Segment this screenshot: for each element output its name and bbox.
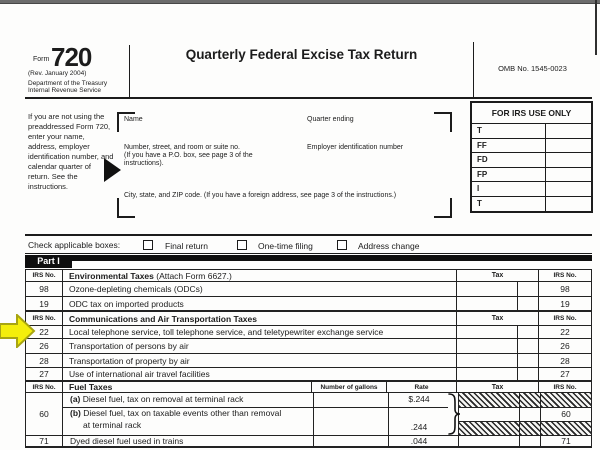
highlight-arrow-icon [0, 314, 36, 348]
irs-use-col-divider [545, 168, 546, 182]
env-section-header-row [26, 270, 591, 282]
scan-top-bar [0, 0, 600, 4]
row-71-desc: Dyed diesel fuel used in trains [70, 436, 184, 446]
form-number: 720 [51, 42, 92, 72]
row-a-text: Diesel fuel, tax on removal at terminal rack [82, 394, 244, 404]
irs-label: Internal Revenue Service [28, 87, 101, 94]
irs-no-left: 71 [39, 436, 49, 446]
comm-section-header-row [26, 311, 591, 326]
fuel-section-body [25, 393, 592, 448]
one-time-filing-checkbox[interactable] [237, 240, 247, 250]
grid-line [62, 393, 63, 446]
final-return-label: Final return [165, 241, 208, 251]
form-revision: (Rev. January 2004) [28, 70, 87, 77]
env-title-suffix: (Attach Form 6627.) [153, 271, 232, 281]
name-box-corner-tr [434, 112, 452, 132]
irs-use-col-divider [545, 197, 546, 212]
shaded-cell [459, 393, 519, 407]
one-time-filing-label: One-time filing [258, 241, 313, 251]
name-box-corner-bl [117, 198, 135, 218]
irs-no-col-header: IRS No. [26, 270, 63, 281]
part1-tax-table [25, 269, 592, 381]
grid-line [313, 393, 314, 446]
row-desc: Transportation of persons by air [63, 339, 457, 353]
irs-no-right: 60 [561, 409, 571, 419]
check-boxes-label: Check applicable boxes: [28, 240, 121, 250]
irs-use-row-fp [472, 168, 591, 183]
irs-no-left: 26 [26, 339, 63, 353]
irs-use-row-label: FP [477, 169, 488, 179]
irs-use-row-t2 [472, 197, 591, 212]
irs-no-left: 60 [39, 409, 49, 419]
irs-use-row-label: FF [477, 140, 487, 150]
final-return-checkbox[interactable] [143, 240, 153, 250]
address-change-label: Address change [358, 241, 420, 251]
check-row-bottom-rule [25, 253, 592, 254]
irs-use-only-title: FOR IRS USE ONLY [472, 103, 591, 124]
tax-cents-cell[interactable] [518, 282, 539, 296]
shaded-cell [520, 421, 540, 435]
irs-no-left: 19 [26, 297, 63, 310]
fuel-row-b-desc2: at terminal rack [83, 420, 142, 430]
tax-col-header: Tax [457, 382, 539, 392]
irs-no-right: 71 [561, 436, 571, 446]
irs-no-right: 22 [560, 327, 570, 337]
shaded-cell [541, 393, 591, 407]
fuel-section-title: Fuel Taxes [63, 382, 312, 392]
rate-value-b: .244 [410, 422, 428, 432]
for-irs-use-only-box [470, 101, 593, 213]
fuel-section-header-row [25, 380, 592, 393]
form-title: Quarterly Federal Excise Tax Return [185, 47, 418, 62]
irs-no-right: 27 [560, 369, 570, 379]
row-desc: Use of international air travel facilities [63, 368, 457, 381]
shaded-cell [459, 421, 519, 435]
tax-cents-cell[interactable] [518, 326, 539, 338]
quarter-ending-field[interactable]: Quarter ending [307, 116, 354, 123]
grid-line [458, 421, 591, 422]
irs-use-row-ff [472, 139, 591, 154]
irs-use-col-divider [545, 124, 546, 138]
part1-header: Part I [25, 255, 72, 268]
irs-use-row-label: FD [477, 155, 488, 164]
scan-corner-mark [595, 0, 597, 55]
irs-use-row-i [472, 182, 591, 197]
irs-no-right: 19 [560, 299, 570, 309]
treasury-dept-label: Department of the Treasury [28, 80, 108, 87]
part1-header-bar [72, 255, 592, 261]
name-field[interactable]: Name [124, 116, 143, 123]
form-word-label: Form [33, 56, 50, 63]
row-desc: Transportation of property by air [63, 354, 457, 367]
row-b-prefix: (b) [70, 408, 81, 418]
gallons-col-header: Number of gallons [312, 382, 387, 392]
irs-use-row-label: T [477, 126, 482, 135]
fuel-row-a-desc [70, 394, 243, 404]
tax-cents-cell[interactable] [518, 339, 539, 353]
omb-number: OMB No. 1545-0023 [498, 64, 567, 73]
fuel-row-b-desc [70, 408, 281, 418]
irs-use-col-divider [545, 139, 546, 153]
irs-use-row-label: T [477, 198, 482, 208]
tax-cents-cell[interactable] [518, 354, 539, 367]
irs-no-col-header-right: IRS No. [553, 315, 577, 322]
street-field[interactable]: Number, street, and room or suite no. [124, 144, 240, 151]
tax-entry-cell[interactable] [457, 282, 518, 296]
tax-cents-cell[interactable] [518, 297, 539, 310]
table-row-28 [26, 354, 591, 368]
tax-entry-cell[interactable] [457, 326, 518, 338]
irs-no-left: 27 [26, 368, 63, 381]
irs-use-row-fd [472, 153, 591, 168]
address-change-checkbox[interactable] [337, 240, 347, 250]
row-a-prefix: (a) [70, 394, 81, 404]
tax-col-header: Tax [457, 270, 539, 281]
row-desc: Ozone-depleting chemicals (ODCs) [63, 282, 457, 296]
irs-no-left: 28 [26, 354, 63, 367]
irs-use-row-label: I [477, 184, 480, 193]
comm-section-title: Communications and Air Transportation Taxes [63, 312, 457, 325]
row-b-text: Diesel fuel, tax on taxable events other than removal [83, 408, 282, 418]
tax-entry-cell[interactable] [457, 354, 518, 367]
city-state-zip-field[interactable]: City, state, and ZIP code. (If you have a foreign address, see page 3 of the instructions.) [124, 192, 397, 199]
row-desc: ODC tax on imported products [63, 297, 457, 310]
shaded-cell [520, 393, 540, 407]
irs-use-col-divider [545, 182, 546, 196]
row-desc: Local telephone service, toll telephone service, and teletypewriter exchange service [63, 326, 457, 338]
irs-no-right: 98 [560, 284, 570, 294]
irs-no-col-header: IRS No. [26, 312, 63, 325]
pointer-arrow-icon [104, 158, 121, 182]
name-box-corner-br [434, 198, 452, 218]
rate-value-71: .044 [410, 436, 428, 446]
header-bottom-rule [25, 97, 592, 99]
table-row-22 [26, 326, 591, 339]
rate-value-a: $.244 [408, 394, 430, 404]
tax-entry-cell[interactable] [457, 339, 518, 353]
irs-use-row-t1 [472, 124, 591, 139]
ein-field[interactable]: Employer identification number [307, 144, 404, 151]
grid-line [458, 407, 591, 408]
preaddressed-instructions: If you are not using the preaddressed Form 720, enter your name, address, employer identification number, and calendar quarter of return. See the instructions. [28, 112, 114, 191]
street-field-note-2: instructions). [124, 160, 164, 167]
rate-col-header: Rate [387, 382, 457, 392]
irs-no-left: 22 [26, 326, 63, 338]
address-section-bottom-rule [25, 234, 592, 236]
irs-no-col-header-right: IRS No. [553, 272, 577, 279]
env-section-title [63, 270, 457, 281]
brace-icon [446, 393, 462, 435]
table-row-19 [26, 297, 591, 311]
street-field-note-1: (If you have a P.O. box, see page 3 of the [124, 152, 253, 159]
irs-no-right: 28 [560, 356, 570, 366]
table-row-98 [26, 282, 591, 297]
irs-no-col-header-right: IRS No. [553, 384, 577, 391]
table-row-26 [26, 339, 591, 354]
irs-no-right: 26 [560, 341, 570, 351]
irs-use-col-divider [545, 153, 546, 167]
irs-no-col-header: IRS No. [26, 382, 63, 392]
env-title-text: Environmental Taxes [69, 271, 154, 281]
tax-entry-cell[interactable] [457, 297, 518, 310]
irs-no-left: 98 [26, 282, 63, 296]
tax-col-header: Tax [457, 312, 539, 325]
shaded-cell [541, 421, 591, 435]
